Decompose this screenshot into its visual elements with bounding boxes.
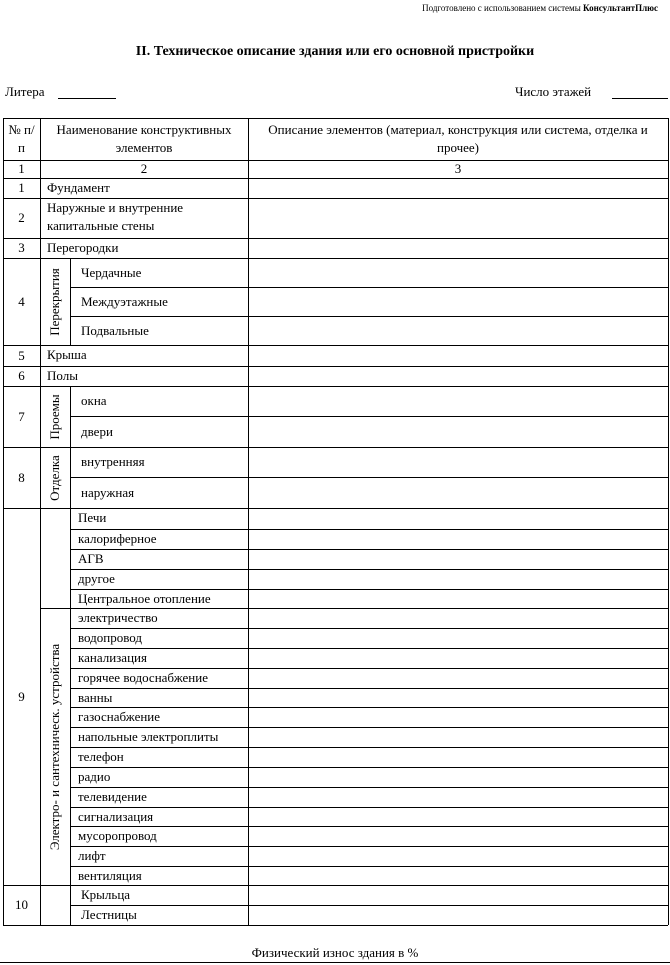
description-cell[interactable] [249,199,667,237]
description-cell[interactable] [249,629,667,647]
sub-element-name: лифт [78,848,106,863]
header-name: Наименование конструктивных элементов [56,122,232,155]
sub-element-name: Междуэтажные [81,293,168,309]
table-top-border [3,118,668,119]
row-number-3: 3 [18,240,25,255]
wear-label: Физический износ здания в % [251,945,419,960]
description-cell[interactable] [249,448,667,476]
description-cell[interactable] [249,550,667,568]
col-number-1: 1 [18,161,25,176]
element-name: Наружные и внутренние капитальные стены [47,200,184,233]
header-note-prefix: Подготовлено с использованием системы [422,3,581,13]
description-cell[interactable] [249,728,667,746]
num-column-rule [40,118,41,925]
description-cell[interactable] [249,346,667,365]
sub-element-name: вентиляция [78,868,142,883]
element-name: Перегородки [47,240,119,255]
sub-element-name: сигнализация [78,809,154,824]
description-cell[interactable] [249,590,667,607]
sub-element-name: окна [81,393,107,408]
row-number-1: 1 [18,180,25,195]
sub-element-name: канализация [78,650,147,665]
description-cell[interactable] [249,570,667,588]
header-note [422,3,658,13]
row-number-7: 7 [18,408,25,424]
sub-element-name: телевидение [78,789,147,804]
element-name: Фундамент [47,180,110,195]
sub-element-name: внутренняя [81,454,145,469]
description-cell[interactable] [249,649,667,667]
description-cell[interactable] [249,768,667,786]
subgroup-divider [40,608,70,609]
description-cell[interactable] [249,317,667,344]
description-cell[interactable] [249,288,667,315]
group-label: Отделка [47,454,62,501]
wear-field[interactable] [0,962,670,963]
sub-element-name: АГВ [78,551,104,566]
element-name: Полы [47,368,78,383]
row-number-8: 8 [18,469,25,485]
header-note-brand: КонсультантПлюс [583,3,658,13]
row-number-2: 2 [18,210,25,225]
sub-element-name: наружная [81,484,135,500]
page-title: II. Техническое описание здания или его основной пристройки [135,44,535,59]
description-cell[interactable] [249,367,667,385]
sub-element-name: электричество [78,610,158,625]
group-label-electro: Электро- и сантехническ. устройства [47,643,62,850]
sub-element-name: другое [78,571,115,586]
col-number-2: 2 [140,161,148,176]
description-cell[interactable] [249,609,667,627]
description-cell[interactable] [249,179,667,197]
description-cell[interactable] [249,847,667,865]
sub-element-name: горячее водоснабжение [78,670,208,685]
sub-element-name: калориферное [78,531,157,546]
table-right-border [668,118,669,925]
sub-element-name: Лестницы [81,907,137,922]
litera-label: Литера [5,84,45,99]
row-number-5: 5 [18,347,25,363]
sub-element-name: мусоропровод [78,828,157,843]
table-bottom-border [3,925,668,926]
sub-element-name: водопровод [78,630,143,645]
description-cell[interactable] [249,808,667,825]
description-cell[interactable] [249,478,667,507]
description-cell[interactable] [249,886,667,904]
floors-field[interactable] [612,98,668,99]
description-cell[interactable] [249,827,667,845]
sub-element-name: радио [78,769,111,784]
row-number-9: 9 [18,688,25,704]
group-label: Проемы [47,393,62,440]
group-label: Перекрытия [47,267,62,336]
description-cell[interactable] [249,259,667,286]
sub-element-name: напольные электроплиты [78,729,219,744]
description-cell[interactable] [249,748,667,766]
description-cell[interactable] [249,689,667,706]
sub-element-name: Чердачные [81,264,142,280]
description-cell[interactable] [249,788,667,806]
element-name: Крыша [47,347,87,362]
description-cell[interactable] [249,387,667,415]
subgroup-rule [70,508,71,885]
sub-element-name: Крыльца [81,887,131,902]
sub-element-name: ванны [78,690,113,705]
header-num: № п/п [8,122,35,155]
description-cell[interactable] [249,239,667,257]
description-cell[interactable] [249,669,667,687]
sub-element-name: телефон [78,749,124,764]
description-cell[interactable] [249,417,667,446]
description-cell[interactable] [249,708,667,726]
sub-element-name: Центральное отопление [78,591,211,606]
subgroup-rule [70,258,71,345]
row-number-4: 4 [18,293,25,309]
description-cell[interactable] [249,867,667,884]
description-cell[interactable] [249,509,667,528]
sub-element-name: двери [81,423,113,439]
sub-element-name: газоснабжение [78,709,161,724]
sub-element-name: Печи [78,510,107,525]
description-cell[interactable] [249,906,667,924]
description-cell[interactable] [249,530,667,548]
litera-field[interactable] [58,98,116,99]
col-number-3: 3 [454,161,462,176]
row-number-6: 6 [18,368,25,383]
sub-element-name: Подвальные [81,322,149,338]
floors-label: Число этажей [515,84,592,99]
row-number-10: 10 [15,897,28,912]
header-description: Описание элементов (материал, конструкция или система, отделка и прочее) [268,122,648,155]
